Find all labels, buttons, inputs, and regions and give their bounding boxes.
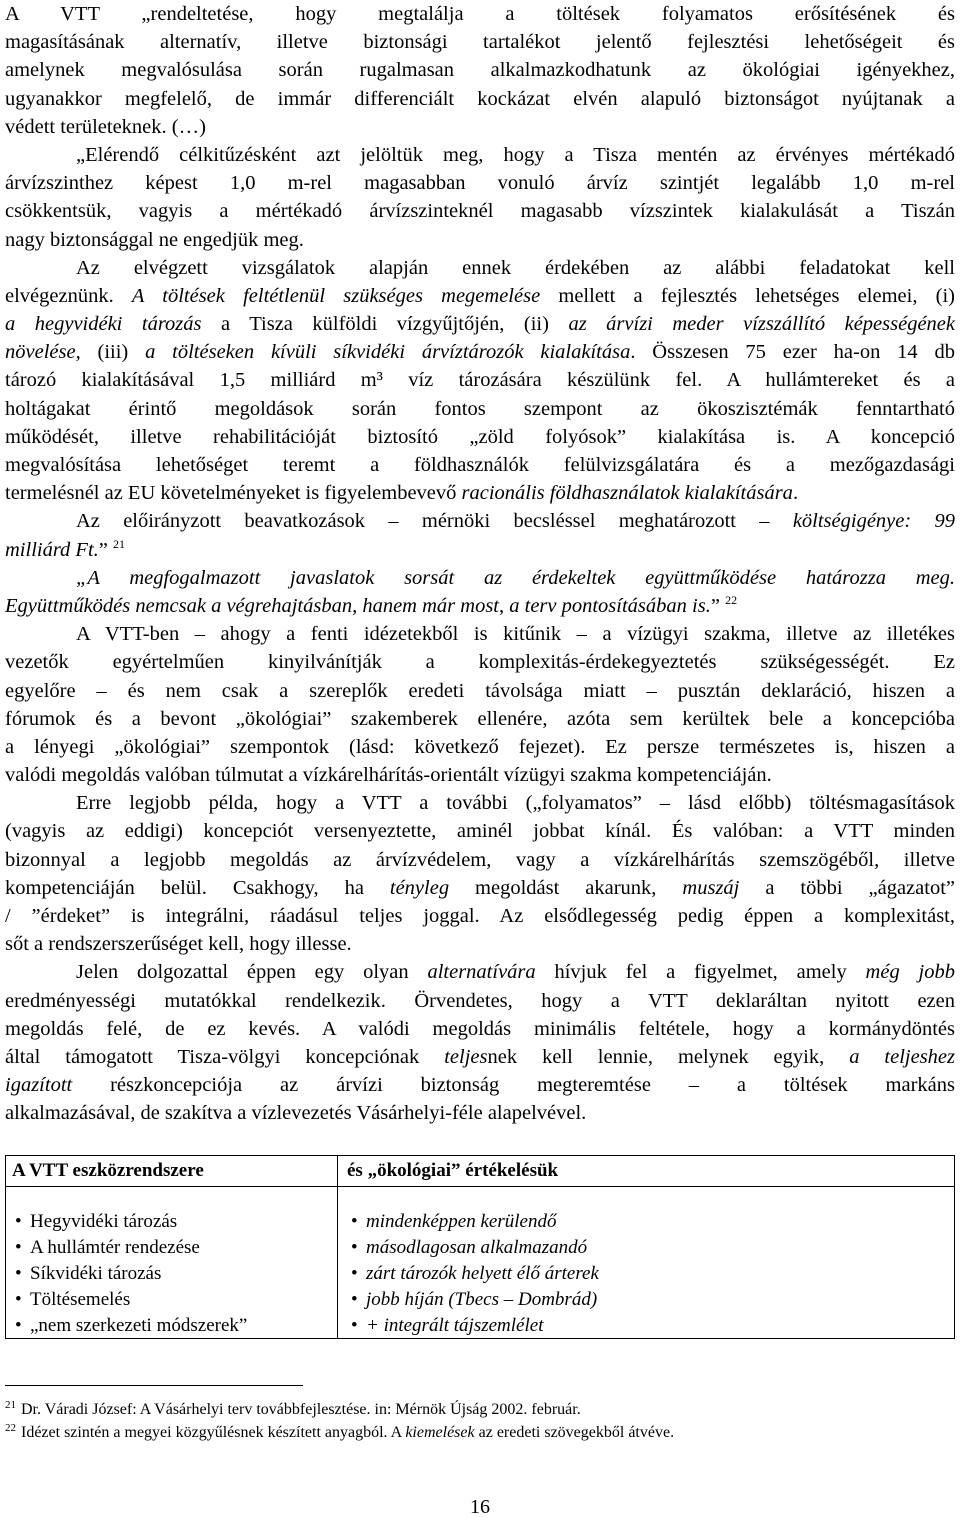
emphasized-text: költségigénye: 99 — [792, 510, 955, 533]
text-line — [5, 620, 955, 648]
emphasized-text: még jobb — [865, 961, 955, 984]
text-line — [5, 85, 955, 113]
text-run: Idézet szintén a megyei közgyűlésnek készített anyagból. A — [21, 1424, 406, 1441]
list-item — [6, 1287, 337, 1313]
paragraph — [5, 254, 955, 508]
text-line — [5, 169, 955, 197]
list-item — [338, 1261, 954, 1287]
evaluation-label: másodlagosan alkalmazandó — [366, 1237, 588, 1258]
text-line — [5, 705, 955, 733]
text-run: nagy biztonsággal ne engedjük meg. — [5, 228, 304, 251]
text-line — [5, 564, 955, 592]
emphasized-text: alternatívára — [427, 961, 536, 984]
text-line — [5, 733, 955, 761]
list-item — [6, 1313, 337, 1339]
text-run: részkoncepciója az árvízi biztonság megteremtése – a töltések markáns — [72, 1074, 955, 1097]
text-run: eredményességi mutatókkal rendelkezik. Örvendetes, hogy a VTT deklaráltan nyitott ezen — [5, 989, 955, 1012]
paragraph — [5, 958, 955, 1127]
text-line — [5, 0, 955, 28]
tools-column — [6, 1187, 338, 1339]
text-run: (vagyis az eddigi) koncepciót versenyeztette, aminél jobbat kínál. És valóban: a VTT minden — [5, 820, 955, 843]
text-run: által támogatott Tisza-völgyi koncepciónak — [5, 1045, 445, 1068]
footnote-text — [21, 1424, 674, 1441]
text-run: vezetők egyértelműen kinyilvánítják a komplexitás-érdekegyeztetés szükségességét. Ez — [5, 651, 955, 674]
text-run: megoldást akarunk, — [449, 876, 683, 899]
text-line — [5, 1015, 955, 1043]
text-run: termelésnél az EU követelményeket is figyelembevevő — [5, 482, 462, 505]
text-run: bizonnyal a legjobb megoldás az árvízvédelem, vagy a vízkárelhárítás szemszögéből, illetve — [5, 848, 955, 871]
body-text — [5, 0, 955, 1128]
text-run: Az előirányzott beavatkozások – mérnöki becsléssel meghatározott – — [76, 510, 793, 533]
text-line — [5, 874, 955, 902]
list-item — [338, 1209, 954, 1235]
text-run: ” — [98, 538, 114, 561]
emphasized-text: A töltések feltétlenül szükséges megemelése — [131, 284, 541, 307]
text-run: ugyanakkor megfelelő, de immár differenciált kockázat elvén alapuló biztonságot nyújtanak a — [5, 87, 955, 110]
text-run: A VTT-ben – ahogy a fenti idézetekből is kitűnik – a vízügyi szakma, illetve az illetékes — [76, 623, 955, 646]
text-line — [5, 226, 955, 254]
emphasized-text: a teljeshez — [849, 1045, 956, 1068]
text-line — [5, 648, 955, 676]
emphasized-text: milliárd Ft. — [5, 538, 99, 561]
text-line — [5, 310, 955, 338]
evaluation-label: mindenképpen kerülendő — [366, 1211, 557, 1232]
tool-label: Töltésemelés — [30, 1289, 131, 1310]
emphasized-text: Együttműködés nemcsak a végrehajtásban, hanem már most, a terv pontosításában is. — [5, 594, 711, 617]
footnote-reference: 21 — [113, 536, 126, 551]
evaluation-column — [338, 1187, 954, 1339]
text-line — [5, 141, 955, 169]
footnote-text — [21, 1401, 581, 1418]
list-item — [338, 1313, 954, 1339]
text-run: a Tisza külföldi vízgyűjtőjén, (ii) — [201, 313, 569, 336]
emphasized-text: „A megfogalmazott javaslatok sorsát az érdekeltek együttműködése határozza meg. — [76, 566, 955, 589]
paragraph — [5, 564, 955, 620]
list-item — [338, 1235, 954, 1261]
text-line — [5, 987, 955, 1015]
emphasized-text: növelése, — [5, 341, 81, 364]
paragraph — [5, 620, 955, 789]
footnote-number: 21 — [5, 1399, 16, 1411]
text-line — [5, 197, 955, 225]
text-run: / ”érdeket” is integrálni, ráadásul teljes joggal. Az elsődlegesség pedig éppen a komplexitást, — [5, 905, 955, 927]
text-run: a többi „ágazatot” — [739, 876, 955, 899]
tool-label: A hullámtér rendezése — [30, 1237, 200, 1258]
text-run: kompetenciáján belül. Csakhogy, ha — [5, 876, 390, 899]
text-run: egyelőre – és nem csak a szereplők eredeti távolsága miatt – pusztán deklaráció, hiszen a — [5, 679, 955, 702]
text-line — [5, 761, 955, 789]
text-run: ” — [710, 594, 726, 617]
emphasized-text: tényleg — [389, 876, 450, 899]
list-item — [6, 1235, 337, 1261]
evaluation-label: zárt tározók helyett élő árterek — [366, 1263, 599, 1284]
text-line — [5, 902, 955, 930]
table-header-evaluation: és „ökológiai” értékelésük — [338, 1156, 954, 1187]
text-run: . — [792, 482, 799, 505]
emphasized-text: a töltéseken kívüli síkvidéki árvíztározók kialakítása — [145, 341, 631, 364]
text-line — [5, 28, 955, 56]
text-line — [5, 366, 955, 394]
text-line — [5, 479, 955, 507]
emphasized-text: muszáj — [682, 876, 740, 899]
text-run: . Összesen 75 ezer ha-on 14 db — [630, 341, 955, 364]
paragraph — [5, 0, 955, 141]
emphasized-text: az árvízi meder vízszállító képességének — [568, 313, 955, 336]
footnote-separator — [5, 1385, 303, 1386]
text-run: A VTT „rendeltetése, hogy megtalálja a töltések folyamatos erősítésének és — [5, 3, 955, 25]
text-run: megoldás felé, de ez kevés. A valódi megoldás minimális feltétele, hogy a kormánydöntés — [5, 1017, 955, 1040]
text-line — [5, 677, 955, 705]
text-run: megvalósítása lehetőséget teremt a földhasználók felülvizsgálatára és a mezőgazdasági — [5, 454, 955, 476]
text-line — [5, 1099, 955, 1127]
text-run: fórumok és a bevont „ökológiai” szakemberek ellenére, azóta sem kerültek bele a koncepcióba — [5, 707, 955, 730]
emphasized-text: teljes — [444, 1045, 488, 1068]
text-run: az eredeti szövegekből átvéve. — [474, 1424, 675, 1441]
text-run: sőt a rendszerszerűséget kell, hogy illesse. — [5, 933, 352, 956]
list-item — [6, 1261, 337, 1287]
text-line — [5, 338, 955, 366]
list-item — [338, 1287, 954, 1313]
text-run: elvégeznünk. — [5, 284, 132, 307]
text-line — [5, 958, 955, 986]
tool-label: Síkvidéki tározás — [30, 1263, 162, 1284]
text-run: Az elvégzett vizsgálatok alapján ennek érdekében az alábbi feladatokat kell — [76, 256, 955, 279]
text-line — [5, 1071, 955, 1099]
text-line — [5, 113, 955, 141]
text-line — [5, 592, 955, 620]
text-run: „Elérendő célkitűzésként azt jelöltük meg, hogy a Tisza mentén az érvényes mértékadó — [76, 143, 955, 166]
text-line — [5, 846, 955, 874]
evaluation-label: + integrált tájszemlélet — [366, 1315, 544, 1336]
tool-label: Hegyvidéki tározás — [30, 1211, 178, 1232]
text-run: Dr. Váradi József: A Vásárhelyi terv továbbfejlesztése. in: Mérnök Újság 2002. február. — [21, 1401, 581, 1418]
table-header-tools: A VTT eszközrendszere — [6, 1156, 338, 1187]
page-number: 16 — [470, 1496, 490, 1518]
text-line — [5, 451, 955, 479]
text-run: magasításának alternatív, illetve biztonsági tartalékot jelentő fejlesztési lehetőségeit és — [5, 31, 955, 54]
paragraph — [5, 789, 955, 958]
paragraph — [5, 141, 955, 254]
footnote-21 — [5, 1398, 955, 1421]
text-line — [5, 817, 955, 845]
text-run: hívjuk fel a figyelmet, amely — [535, 961, 866, 984]
text-line — [5, 395, 955, 423]
text-run: (iii) — [80, 341, 146, 364]
emphasized-text: igazított — [5, 1074, 73, 1097]
text-run: alkalmazásával, de szakítva a vízlevezetés Vásárhelyi-féle alapelvével. — [5, 1102, 587, 1125]
text-run: működését, illetve rehabilitációját biztosító „zöld folyósok” kialakítása is. A koncepció — [5, 425, 955, 448]
footnotes — [5, 1398, 955, 1444]
text-line — [5, 930, 955, 958]
text-run: nek kell lennie, melynek egyik, — [487, 1045, 850, 1068]
tools-evaluation-table — [5, 1155, 955, 1339]
text-run: a lényegi „ökológiai” szempontok (lásd: következő fejezet). Ez persze természetes is, hiszen a — [5, 735, 955, 758]
text-line — [5, 789, 955, 817]
tools-list — [6, 1187, 337, 1339]
text-run: árvízszinthez képest 1,0 m-rel magasabban vonuló árvíz szintjét legalább 1,0 m-rel — [5, 172, 955, 195]
text-run: tározó kialakításával 1,5 milliárd m³ víz tározására készülünk fel. A hullámtereket és a — [5, 369, 955, 392]
text-run: Jelen dolgozattal éppen egy olyan — [76, 961, 428, 984]
evaluation-label: jobb híján (Tbecs – Dombrád) — [366, 1289, 598, 1310]
text-run: Erre legjobb példa, hogy a VTT a további („folyamatos” – lásd előbb) töltésmagasítások — [76, 792, 955, 815]
text-run: holtágakat érintő megoldások során fontos szempont az ökoszisztémák fenntartható — [5, 397, 955, 420]
paragraph — [5, 507, 955, 563]
emphasized-text: kiemelések — [405, 1424, 475, 1441]
emphasized-text: racionális földhasználatok kialakítására — [461, 482, 793, 505]
text-line — [5, 536, 955, 564]
text-line — [5, 1043, 955, 1071]
evaluation-list — [338, 1187, 954, 1339]
tool-label: „nem szerkezeti módszerek” — [30, 1315, 248, 1336]
text-run: csökkentsük, vagyis a mértékadó árvízszinteknél magasabb vízszintek kialakulását a Tiszán — [5, 200, 955, 223]
text-line — [5, 507, 955, 535]
text-line — [5, 423, 955, 451]
list-item — [6, 1209, 337, 1235]
text-line — [5, 282, 955, 310]
text-run: valódi megoldás valóban túlmutat a vízkárelhárítás-orientált vízügyi szakma kompetenciáján. — [5, 764, 772, 787]
text-line — [5, 56, 955, 84]
emphasized-text: a hegyvidéki tározás — [5, 313, 202, 336]
text-line — [5, 254, 955, 282]
text-run: amelynek megvalósulása során rugalmasan alkalmazkodhatunk az ökológiai igényekhez, — [5, 59, 955, 82]
footnote-reference: 22 — [725, 592, 738, 607]
footnote-22 — [5, 1421, 955, 1444]
text-run: mellett a fejlesztés lehetséges elemei, (i) — [540, 284, 956, 307]
footnote-number: 22 — [5, 1422, 16, 1434]
text-run: védett területeknek. (…) — [5, 115, 206, 138]
